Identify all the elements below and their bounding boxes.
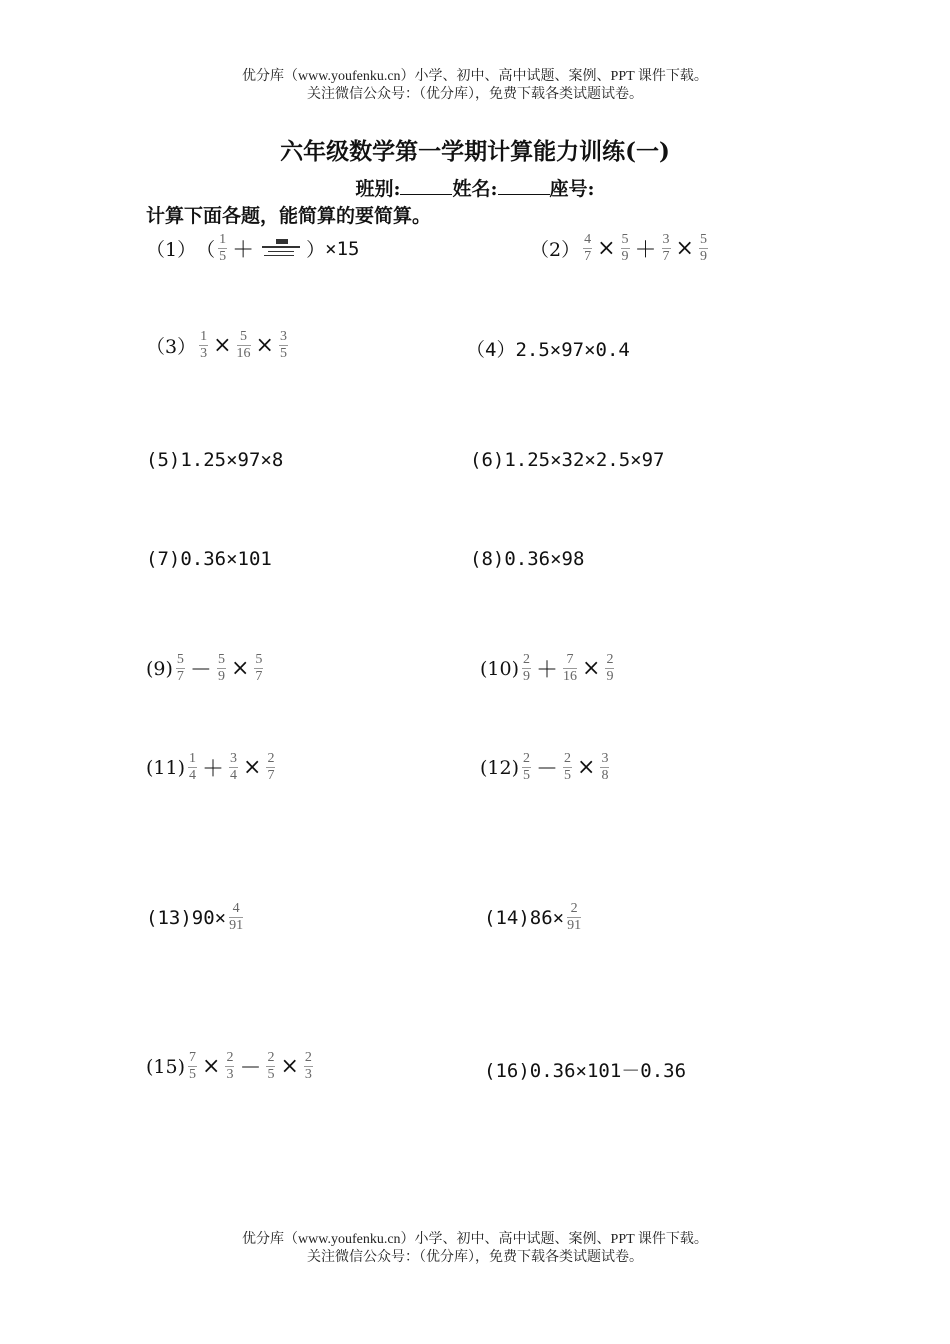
operator: － (536, 757, 559, 782)
problem-label: (11) (146, 756, 186, 779)
footer-line-1: 优分库（www.youfenku.cn）小学、初中、高中试题、案例、PPT 课件下载。 (242, 1232, 708, 1247)
operator: × (582, 656, 601, 681)
problem-8: (8)0.36×98 (470, 548, 585, 570)
numerator: 3 (601, 751, 609, 766)
numerator: 5 (699, 232, 707, 247)
denominator: 9 (606, 669, 614, 684)
problem-label: (10) (480, 657, 520, 680)
header-line-1: 优分库（www.youfenku.cn）小学、初中、高中试题、案例、PPT 课件下载。 (242, 69, 708, 84)
denominator: 16 (236, 346, 251, 361)
problem-5: (5)1.25×97×8 (146, 449, 284, 471)
numerator: 2 (267, 1050, 275, 1065)
open-paren: （ (196, 239, 216, 261)
fraction (605, 652, 614, 685)
problem-6: (6)1.25×32×2.5×97 (470, 449, 665, 471)
problem-13 (146, 901, 246, 934)
operator: × (255, 333, 274, 358)
denominator: 9 (699, 249, 707, 264)
numerator: 5 (621, 232, 629, 247)
numerator: 4 (232, 901, 240, 916)
denominator: 8 (601, 768, 609, 783)
denominator: 3 (226, 1067, 234, 1082)
operator: × (280, 1054, 299, 1079)
denominator: 9 (217, 669, 225, 684)
operator: ＋ (202, 757, 225, 782)
problem-label: （2） (530, 239, 581, 261)
numerator: 7 (566, 652, 574, 667)
fraction (563, 652, 577, 685)
denominator: 5 (267, 1067, 275, 1082)
problem-4: （4）2.5×97×0.4 (466, 339, 630, 361)
fraction (600, 751, 609, 784)
denominator: 91 (229, 918, 244, 933)
fraction (217, 652, 226, 685)
header-top (0, 68, 950, 104)
fraction (583, 232, 592, 265)
denominator: 3 (200, 346, 208, 361)
problem-label: (15) (146, 1055, 186, 1078)
denominator: 5 (189, 1067, 197, 1082)
denominator: 7 (176, 669, 184, 684)
denominator: 5 (523, 768, 531, 783)
problem-1 (146, 232, 359, 265)
problem-2 (530, 232, 711, 265)
numerator: 2 (570, 901, 578, 916)
numerator: 2 (304, 1050, 312, 1065)
tail: ×15 (325, 237, 360, 260)
denominator: 7 (267, 768, 275, 783)
fraction (188, 751, 197, 784)
fraction (266, 1050, 275, 1083)
operator: ＋ (536, 658, 559, 683)
footer-line-2: 关注微信公众号：（优分库），免费下载各类试题试卷。 (307, 1250, 643, 1265)
denominator: 7 (662, 249, 670, 264)
fraction (237, 329, 251, 362)
student-info (0, 174, 950, 201)
operator: × (675, 236, 694, 261)
denominator: 7 (584, 249, 592, 264)
problem-14 (484, 901, 584, 934)
numerator: 1 (219, 232, 227, 247)
operator: － (239, 1056, 262, 1081)
fraction (662, 232, 671, 265)
operator: × (597, 236, 616, 261)
problem-label: （1） (146, 239, 197, 261)
denominator: 5 (219, 249, 227, 264)
operator: × (202, 1054, 221, 1079)
denominator: 4 (189, 768, 197, 783)
problem-16: (16)0.36×101－0.36 (484, 1060, 687, 1082)
fraction (225, 1050, 234, 1083)
fraction (279, 329, 288, 362)
class-label: 班别: (355, 178, 401, 200)
problem-label: (9) (146, 657, 173, 680)
numerator: 2 (267, 751, 275, 766)
problem-label: (13)90× (146, 906, 227, 929)
fraction (522, 751, 531, 784)
fraction (176, 652, 185, 685)
fraction (563, 751, 572, 784)
problem-label: （3） (146, 336, 197, 358)
denominator: 7 (255, 669, 263, 684)
close-paren: ） (306, 239, 326, 261)
operator: － (189, 658, 212, 683)
name-blank[interactable] (498, 176, 550, 195)
fraction (266, 751, 275, 784)
operator: × (213, 333, 232, 358)
numerator: 1 (200, 329, 208, 344)
denominator: 9 (621, 249, 629, 264)
numerator: 2 (523, 751, 531, 766)
denominator: 16 (563, 669, 578, 684)
numerator: 4 (584, 232, 592, 247)
fraction (229, 751, 238, 784)
problem-label: (14)86× (484, 906, 565, 929)
numerator: 2 (606, 652, 614, 667)
operator: × (243, 755, 262, 780)
numerator: 5 (255, 652, 263, 667)
numerator: 3 (662, 232, 670, 247)
problem-15 (146, 1050, 316, 1083)
fraction (522, 652, 531, 685)
problem-12 (480, 751, 612, 784)
footer (0, 1231, 950, 1267)
numerator: 5 (217, 652, 225, 667)
numerator: 1 (189, 751, 197, 766)
instruction: 计算下面各题，能简算的要简算。 (146, 205, 432, 227)
fraction (699, 232, 708, 265)
class-blank[interactable] (400, 176, 452, 195)
denominator: 3 (304, 1067, 312, 1082)
denominator: 5 (564, 768, 572, 783)
name-label: 姓名: (452, 178, 498, 200)
page-title: 六年级数学第一学期计算能力训练(一) (280, 138, 670, 165)
problem-10 (480, 652, 617, 685)
fraction (304, 1050, 313, 1083)
fraction (229, 901, 243, 934)
problem-7: (7)0.36×101 (146, 548, 272, 570)
fraction (567, 901, 581, 934)
problem-11 (146, 751, 278, 784)
fraction (199, 329, 208, 362)
garbled-fraction-image (262, 237, 300, 261)
problem-3 (146, 329, 291, 362)
numerator: 3 (230, 751, 238, 766)
operator: ＋ (634, 238, 657, 263)
operator: × (577, 755, 596, 780)
operator: × (230, 656, 250, 681)
denominator: 4 (230, 768, 238, 783)
seat-label: 座号: (549, 178, 595, 200)
numerator: 2 (226, 1050, 234, 1065)
denominator: 91 (567, 918, 582, 933)
fraction (218, 232, 227, 265)
numerator: 3 (279, 329, 287, 344)
fraction (254, 652, 263, 685)
numerator: 2 (523, 652, 531, 667)
numerator: 5 (176, 652, 184, 667)
operator: ＋ (232, 238, 255, 263)
numerator: 7 (189, 1050, 197, 1065)
numerator: 2 (564, 751, 572, 766)
header-line-2: 关注微信公众号：（优分库），免费下载各类试题试卷。 (307, 87, 643, 102)
numerator: 5 (240, 329, 248, 344)
problem-label: (12) (480, 756, 520, 779)
denominator: 5 (279, 346, 287, 361)
fraction (621, 232, 630, 265)
fraction (188, 1050, 197, 1083)
denominator: 9 (523, 669, 531, 684)
problem-9 (146, 652, 266, 685)
